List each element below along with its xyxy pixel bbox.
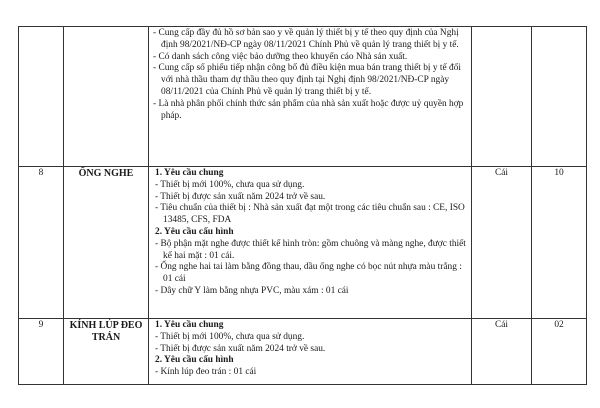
row-number: 9 <box>19 319 64 385</box>
spec-line: - Thiết bị mới 100%, chưa qua sử dụng. <box>155 331 305 342</box>
spec-cell <box>149 27 472 167</box>
spec-line: - Có danh sách công việc bảo dưỡng theo khuyến cáo Nhà sản xuất. <box>153 51 408 62</box>
red-stamp-fragment <box>262 0 372 14</box>
spec-heading: 2. Yêu cầu cấu hình <box>155 226 234 237</box>
row-number <box>19 27 64 167</box>
table-row <box>19 27 587 167</box>
table-row <box>19 167 587 319</box>
spec-line: - Thiết bị mới 100%, chưa qua sử dụng. <box>155 179 305 190</box>
spec-line: - Thiết bị được sản xuất năm 2024 trở về sau. <box>155 191 326 202</box>
spec-line: - Cung cấp đầy đủ hồ sơ bản sao y về quản lý thiết bị y tế theo quy định của Nghị định 98/2021/NĐ-CP ngày 08/11/2021 Chính Phủ về quản lý trang thiết bị y tế. <box>153 28 459 50</box>
spec-cell <box>149 319 472 385</box>
unit-cell: Cái <box>472 167 532 319</box>
unit-cell: Cái <box>472 319 532 385</box>
spec-line: - Kính lúp đeo trán : 01 cái <box>155 367 257 378</box>
spec-cell <box>149 167 472 319</box>
spec-line: - Là nhà phân phối chính thức sản phẩm của nhà sản xuất hoặc được uỷ quyền hợp pháp. <box>153 98 464 121</box>
spec-line: - Dây chữ Y làm bằng nhựa PVC, màu xám : 01 cái <box>155 285 349 296</box>
table-row <box>19 319 587 385</box>
spec-heading: 2. Yêu cầu cấu hình <box>155 355 234 366</box>
spec-line: - Bộ phận mặt nghe được thiết kế hình tròn: gồm chuông và màng nghe, được thiết kế hai mặt : 01 cái. <box>155 238 466 261</box>
spec-heading: 1. Yêu cầu chung <box>155 168 224 178</box>
spec-line: - Thiết bị được sản xuất năm 2024 trở về sau. <box>155 343 326 354</box>
spec-line: - Cung cấp số phiếu tiếp nhận công bố đủ điều kiện mua bán trang thiết bị y tế đối với nhà thầu tham dự thầu theo quy định tại Nghị định 98/2021/NĐ-CP ngày 08/11/2021 của Chính Phủ về quản lý trang thiết bị y tế. <box>153 63 462 97</box>
item-name: ỐNG NGHE <box>64 167 149 319</box>
unit-cell <box>472 27 532 167</box>
item-name <box>64 27 149 167</box>
item-name: KÍNH LÚP ĐEO TRÁN <box>64 319 149 385</box>
quantity-cell <box>532 27 587 167</box>
spec-line: - Tiêu chuẩn của thiết bị : Nhà sản xuất đạt một trong các tiêu chuẩn sau : CE, ISO 13485, CFS, FDA <box>155 203 465 226</box>
quantity-cell: 02 <box>532 319 587 385</box>
spec-line: - Ống nghe hai tai làm bằng đồng thau, dầu ống nghe có bọc nút nhựa màu trắng : 01 cái <box>155 262 462 285</box>
quantity-cell: 10 <box>532 167 587 319</box>
technical-spec-table <box>18 26 587 385</box>
spec-heading: 1. Yêu cầu chung <box>155 320 224 330</box>
row-number: 8 <box>19 167 64 319</box>
